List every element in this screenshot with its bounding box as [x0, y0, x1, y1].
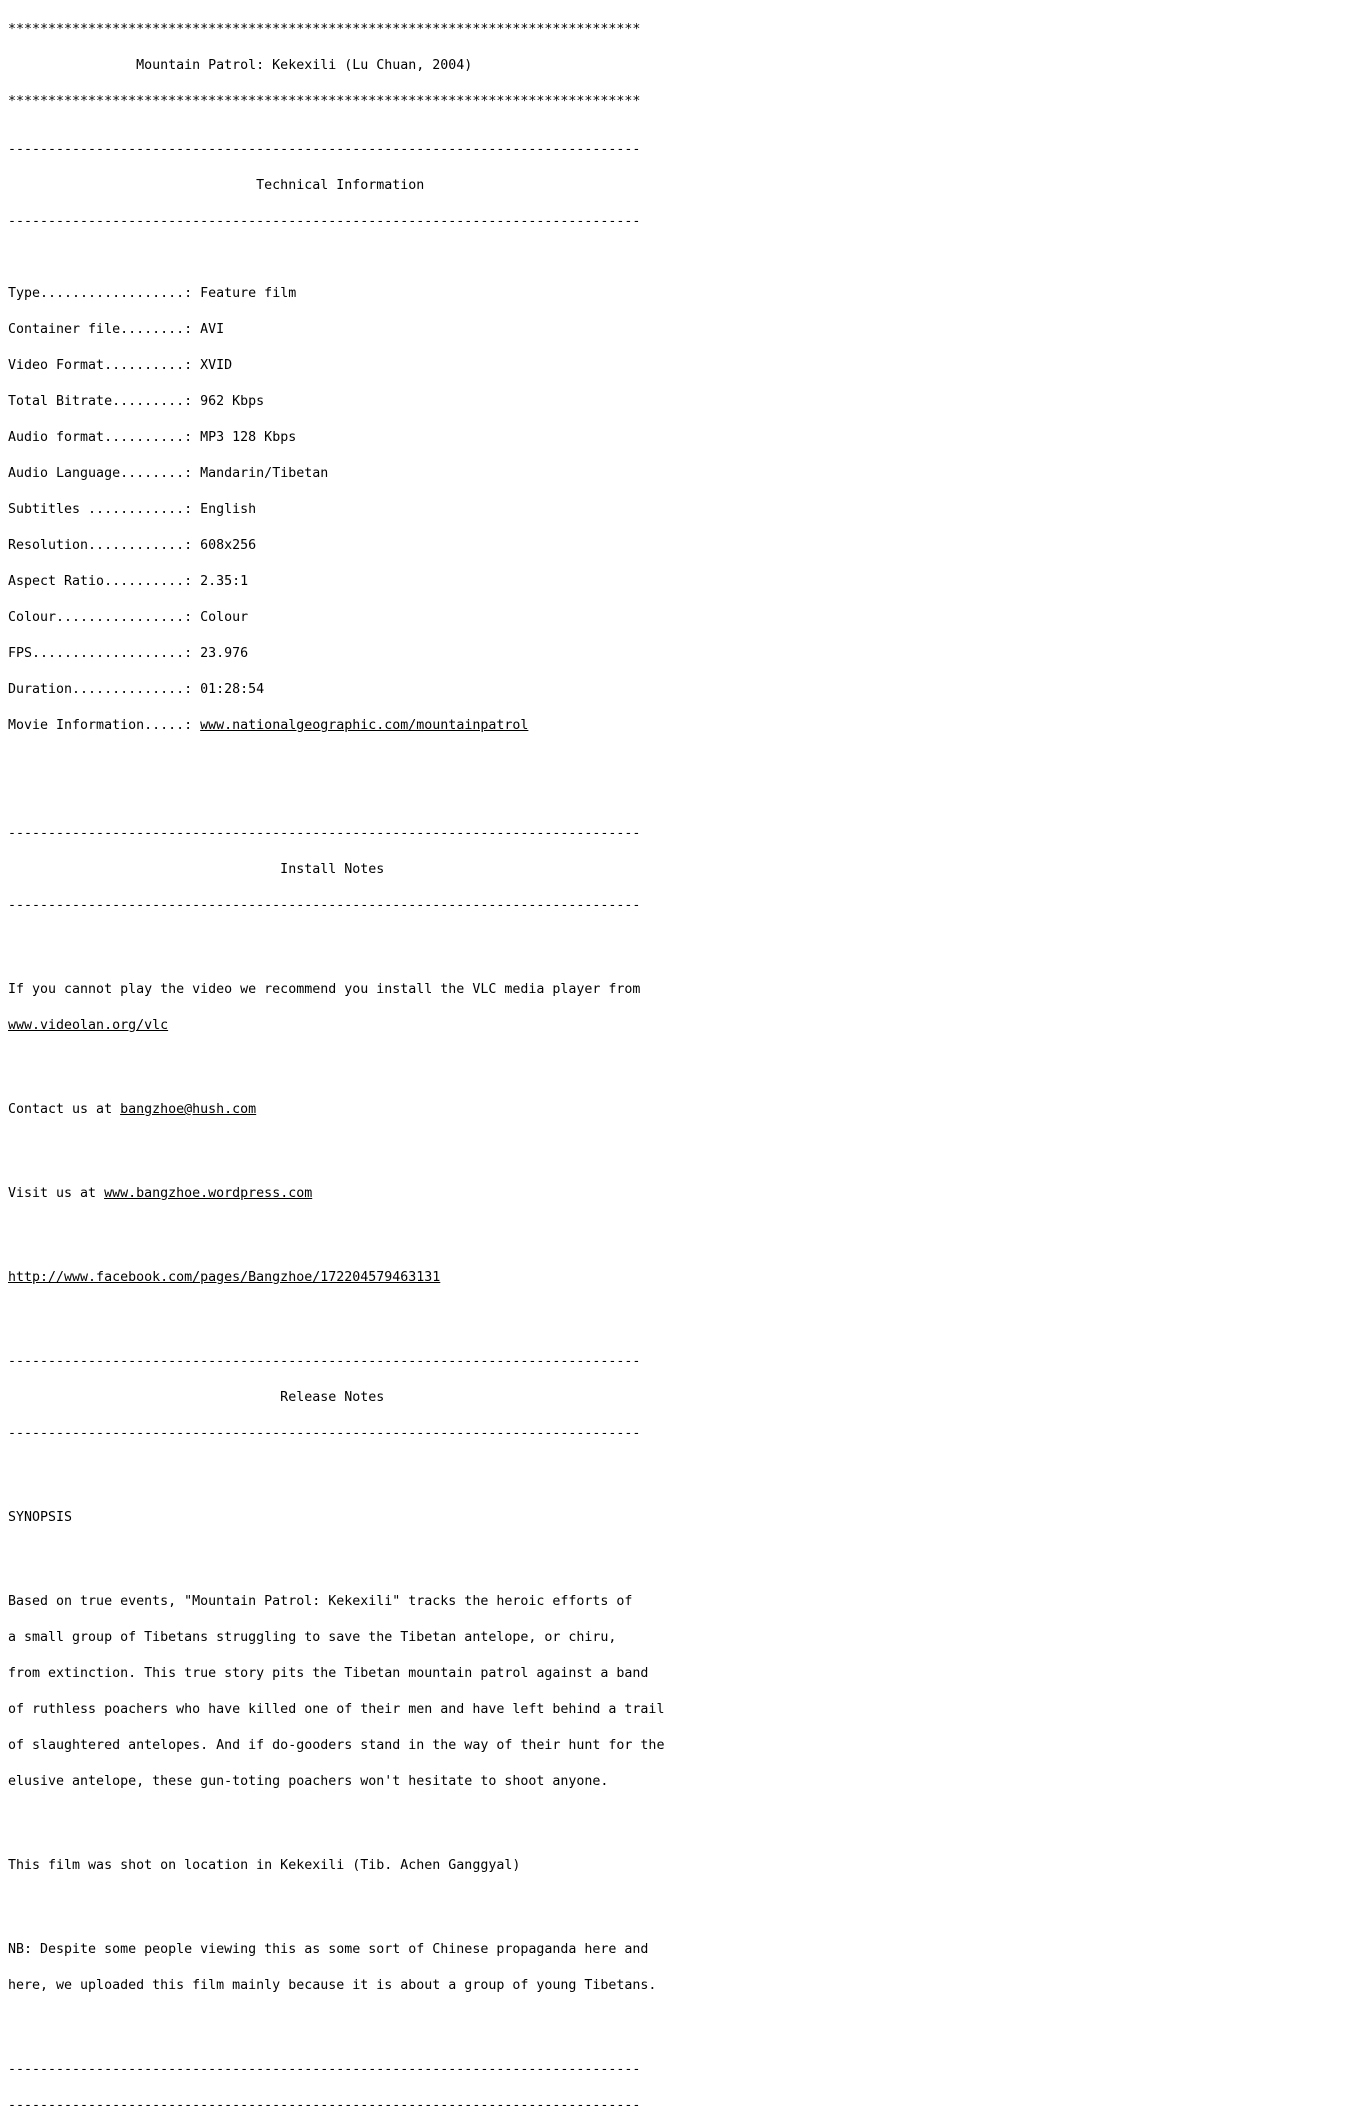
contact-email-link[interactable]: bangzhoe@hush.com	[120, 1102, 257, 1117]
page-title: Mountain Patrol: Kekexili (Lu Chuan, 2004)	[8, 58, 473, 73]
field-value: MP3 128 Kbps	[200, 430, 297, 445]
field-video-format	[8, 360, 1366, 372]
section-heading-install: Install Notes	[8, 862, 385, 877]
field-total-bitrate	[8, 396, 1366, 408]
field-label: Movie Information.....:	[8, 718, 201, 733]
blank-line	[8, 1464, 1366, 1476]
field-label: Audio Language........:	[8, 466, 201, 481]
section-heading-technical: Technical Information	[8, 178, 425, 193]
field-duration	[8, 684, 1366, 696]
field-audio-language	[8, 468, 1366, 480]
divider: -------------------------------------------------------------------------------	[8, 898, 641, 913]
blank-line	[8, 1224, 1366, 1236]
field-container-file	[8, 324, 1366, 336]
field-audio-format	[8, 432, 1366, 444]
field-fps	[8, 648, 1366, 660]
blank-line	[8, 1812, 1366, 1824]
blank-line	[8, 1308, 1366, 1320]
synopsis-line: elusive antelope, these gun-toting poachers won't hesitate to shoot anyone.	[8, 1774, 609, 1789]
vlc-link[interactable]: www.videolan.org/vlc	[8, 1018, 169, 1033]
blank-line	[8, 936, 1366, 948]
blank-line	[8, 1140, 1366, 1152]
visit-label: Visit us at	[8, 1186, 105, 1201]
field-label: Resolution............:	[8, 538, 201, 553]
field-value: Mandarin/Tibetan	[200, 466, 329, 481]
field-label: Video Format..........:	[8, 358, 201, 373]
vlc-recommendation-text: If you cannot play the video we recommend you install the VLC media player from	[8, 982, 641, 997]
field-label: Colour................:	[8, 610, 201, 625]
divider: -------------------------------------------------------------------------------	[8, 2098, 641, 2113]
field-value: 2.35:1	[200, 574, 249, 589]
divider: -------------------------------------------------------------------------------	[8, 826, 641, 841]
field-label: Duration..............:	[8, 682, 201, 697]
field-label: Audio format..........:	[8, 430, 201, 445]
field-value: 962 Kbps	[200, 394, 265, 409]
field-value: 608x256	[200, 538, 257, 553]
field-value: Colour	[200, 610, 249, 625]
visit-line	[8, 1188, 1366, 1200]
technical-fields	[8, 264, 1366, 756]
divider: -------------------------------------------------------------------------------	[8, 2062, 641, 2077]
synopsis-line: a small group of Tibetans struggling to save the Tibetan antelope, or chiru,	[8, 1630, 617, 1645]
blank-line	[8, 1056, 1366, 1068]
website-link[interactable]: www.bangzhoe.wordpress.com	[104, 1186, 313, 1201]
blank-line	[8, 2016, 1366, 2028]
vlc-link-line	[8, 1020, 1366, 1032]
field-value: Feature film	[200, 286, 297, 301]
field-label: FPS...................:	[8, 646, 201, 661]
field-value: 23.976	[200, 646, 249, 661]
synopsis-line: of slaughtered antelopes. And if do-gooders stand in the way of their hunt for the	[8, 1738, 665, 1753]
blank-line	[8, 792, 1366, 804]
facebook-line	[8, 1272, 1366, 1284]
field-colour	[8, 612, 1366, 624]
field-label: Container file........:	[8, 322, 201, 337]
divider: -------------------------------------------------------------------------------	[8, 214, 641, 229]
synopsis-line: from extinction. This true story pits the Tibetan mountain patrol against a band	[8, 1666, 649, 1681]
field-label: Aspect Ratio..........:	[8, 574, 201, 589]
section-heading-release: Release Notes	[8, 1390, 385, 1405]
synopsis-line: of ruthless poachers who have killed one of their men and have left behind a trail	[8, 1702, 665, 1717]
field-value: XVID	[200, 358, 233, 373]
header-star-border-bottom: *******************************************************************************	[8, 94, 641, 109]
blank-line	[8, 1548, 1366, 1560]
blank-line	[8, 1896, 1366, 1908]
field-resolution	[8, 540, 1366, 552]
divider: -------------------------------------------------------------------------------	[8, 1426, 641, 1441]
synopsis-line: Based on true events, "Mountain Patrol: Kekexili" tracks the heroic efforts of	[8, 1594, 633, 1609]
field-label: Subtitles ............:	[8, 502, 201, 517]
field-aspect-ratio	[8, 576, 1366, 588]
header-star-border-top: *******************************************************************************	[8, 22, 641, 37]
field-value: English	[200, 502, 257, 517]
field-type	[8, 288, 1366, 300]
movie-info-link[interactable]: www.nationalgeographic.com/mountainpatrol	[200, 718, 529, 733]
contact-line	[8, 1104, 1366, 1116]
divider: -------------------------------------------------------------------------------	[8, 1354, 641, 1369]
contact-label: Contact us at	[8, 1102, 121, 1117]
synopsis-heading: SYNOPSIS	[8, 1510, 73, 1525]
location-line: This film was shot on location in Kekexili (Tib. Achen Ganggyal)	[8, 1858, 521, 1873]
field-movie-information	[8, 720, 1366, 732]
field-value: AVI	[200, 322, 225, 337]
facebook-link[interactable]: http://www.facebook.com/pages/Bangzhoe/172204579463131	[8, 1270, 441, 1285]
field-value: 01:28:54	[200, 682, 265, 697]
nb-line: NB: Despite some people viewing this as some sort of Chinese propaganda here and	[8, 1942, 649, 1957]
divider: -------------------------------------------------------------------------------	[8, 142, 641, 157]
field-subtitles	[8, 504, 1366, 516]
field-label: Type..................:	[8, 286, 201, 301]
nb-line: here, we uploaded this film mainly because it is about a group of young Tibetans.	[8, 1978, 657, 1993]
field-label: Total Bitrate.........:	[8, 394, 201, 409]
